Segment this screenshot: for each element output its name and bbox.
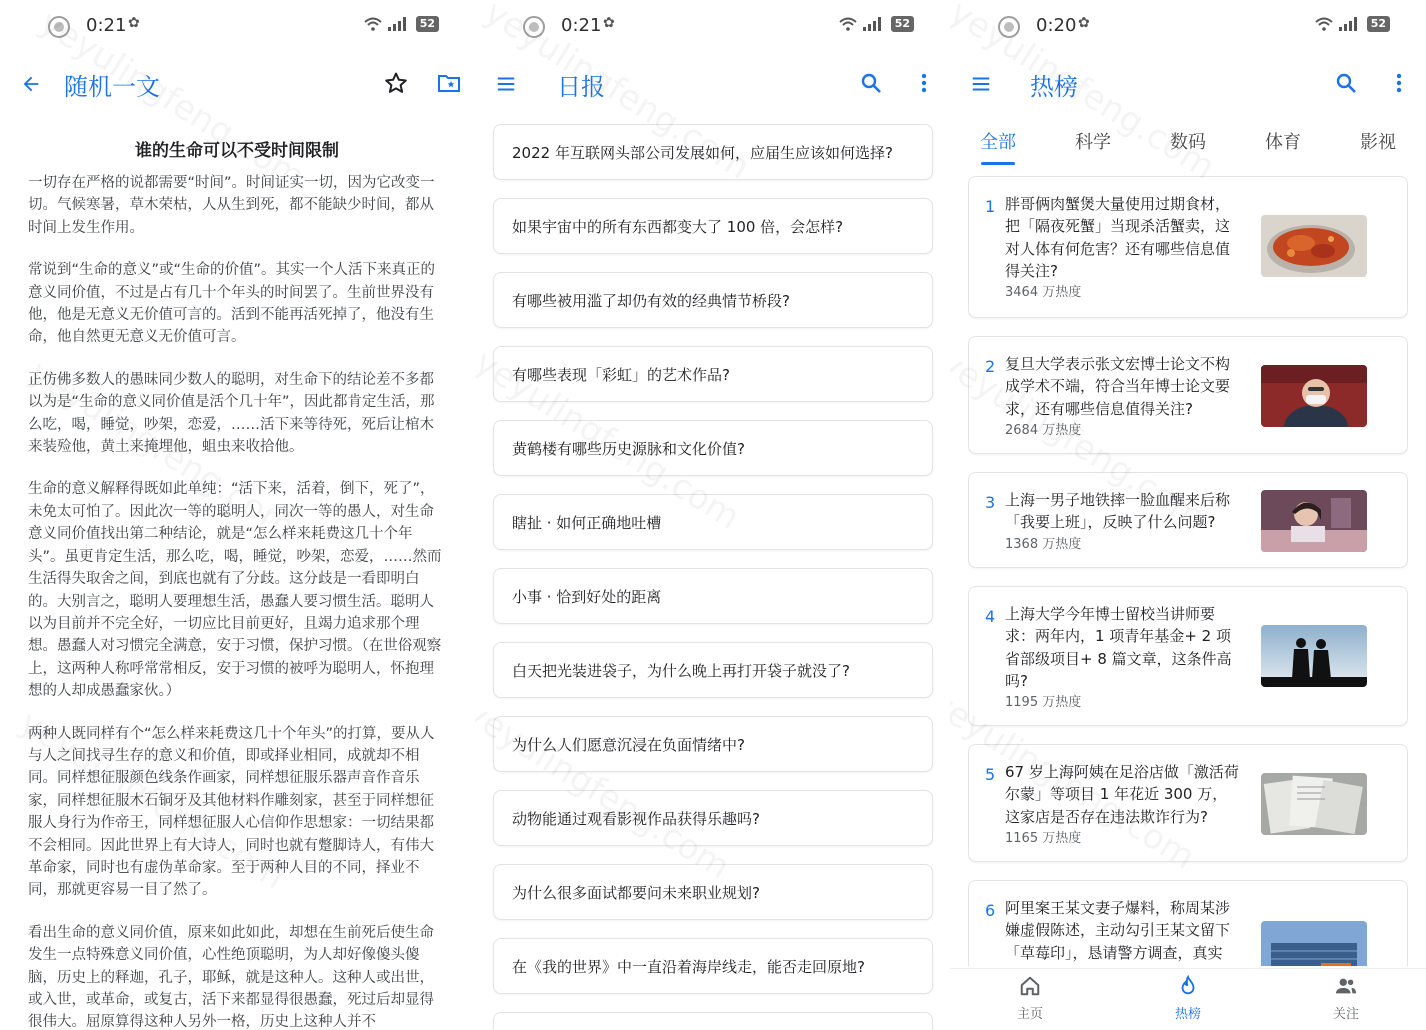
nav-label: 热榜 [1174,1007,1201,1022]
nav-home[interactable] [990,975,1070,1022]
article-paragraph: 两种人既同样有个“怎么样来耗费这几十个年头”的打算，要从人与人之间找寻生存的意义和价值，即或择业相同，成就却不相同。同样想征服颜色线条作画家，同样想征服乐器声音作音乐家，同样想征服木石铜牙及其他材料作雕刻家，甚至于同样想征服人身行为作帝王，同样想征服人心信仰作思想家：一切结果都不会相同。因此世界上有大诗人，同时也就有蹩脚诗人，有伟大革命家，同时也有虚伪革命家。至于两种人目的不同，择业不同，那就更容易一目了然了。 [28,725,435,899]
list-item[interactable]: 白天把光装进袋子，为什么晚上再打开袋子就没了? [493,642,933,698]
hot-list-item[interactable] [968,586,1408,726]
tab-science[interactable]: 科学 [1075,132,1111,153]
list-item[interactable]: 有哪些被用滥了却仍有效的经典情节桥段? [493,272,933,328]
search-icon[interactable] [1334,71,1358,95]
rank-number: 2 [985,357,996,376]
app-bar [0,55,475,113]
more-vert-icon[interactable] [1390,71,1408,95]
people-icon [1335,975,1357,997]
rank-number: 6 [985,901,996,920]
home-icon [1019,975,1041,997]
nav-follow[interactable] [1306,975,1386,1022]
hot-item-title: 上海大学今年博士留校当讲师要求：两年内，1 项青年基金+ 2 项省部级项目+ 8 篇文章，这条件高吗? [1005,605,1232,691]
notification-dot-icon [998,16,1020,38]
article-heading: 谁的生命可以不受时间限制 [135,141,339,161]
notification-dot-icon [523,16,545,38]
status-bar [475,0,950,55]
back-arrow-icon[interactable] [20,73,42,95]
hot-item-title: 67 岁上海阿姨在足浴店做「激活荷尔蒙」等项目 1 年花近 300 万，这家店是否存在违法欺诈行为? [1005,763,1239,826]
nav-hot[interactable] [1148,975,1228,1022]
question-list [493,124,933,1030]
wifi-icon [1315,17,1333,31]
list-item[interactable]: 为什么人们愿意沉浸在负面情绪中? [493,716,933,772]
rank-number: 3 [985,493,996,512]
heat-value: 1195 万热度 [1005,695,1082,710]
silhouette-couple-photo [1261,625,1367,687]
status-bar [950,0,1426,55]
signal-icon [863,17,881,31]
article-paragraph: 生命的意义解释得既如此单纯：“活下来，活着，倒下，死了”，未免太可怕了。因此次一等的聪明人，同次一等的愚人，对生命意义同价值找出第二种结论，就是“怎么样来耗费这几十个年头”。虽更肯定生活，那么吃，喝，睡觉，吵架，恋爱，……然而生活得失取舍之间，到底也就有了分歧。这分歧是一看即明白的。大别言之，聪明人要理想生活，愚蠢人要习惯生活。聪明人以为目前并不完全好，一切应比目前更好，且竭力追求那个理想。愚蠢人对习惯完全满意，安于习惯，保护习惯。（在世俗观察上，这两种人称呼常常相反，安于习惯的被呼为聪明人，怀抱理想的人却成愚蠢家伙。） [28,481,442,700]
menu-icon[interactable] [495,73,517,95]
heat-value: 3464 万热度 [1005,285,1082,300]
app-bar [475,55,950,113]
hot-item-title: 复旦大学表示张文宏博士论文不构成学术不端，符合当年博士论文要求，还有哪些信息值得关注? [1005,355,1231,418]
flame-icon [1177,975,1199,997]
heat-value: 1368 万热度 [1005,537,1082,552]
hot-item-title: 胖哥俩肉蟹煲大量使用过期食材，把「隔夜死蟹」当现杀活蟹卖，这对人体有何危害？还有哪些信息值得关注? [1005,195,1231,281]
tab-movies[interactable]: 影视 [1360,132,1396,153]
category-tabs [950,118,1426,168]
hot-list-item[interactable] [968,472,1408,568]
battery-indicator: 52 [416,16,439,32]
hot-list [968,176,1408,966]
status-time: 0:21 [561,15,602,36]
tab-sports[interactable]: 体育 [1265,132,1301,153]
screen-hot-list [950,0,1426,1030]
article-paragraph: 一切存在严格的说都需要“时间”。时间证实一切，因为它改变一切。气候寒暑，草木荣枯，人从生到死，都不能缺少时间，都从时间上发生作用。 [28,175,435,236]
doctor-with-mask-photo [1261,365,1367,427]
hot-item-title: 上海一男子地铁摔一脸血醒来后称「我要上班」，反映了什么问题? [1005,491,1231,532]
clover-icon: ✿ [603,15,615,31]
battery-indicator: 52 [1367,16,1390,32]
list-item[interactable]: 黄鹤楼有哪些历史源脉和文化价值? [493,420,933,476]
article-paragraph: 正仿佛多数人的愚昧同少数人的聪明，对生命下的结论差不多都以为是“生命的意义同价值是活个几十年”，因此都肯定生活，那么吃，喝，睡觉，吵架，恋爱，……活下来等待死，死后让棺木来装殓他，黄土来掩埋他，蛆虫来收拾他。 [28,371,435,456]
list-item[interactable]: 如果宇宙中的所有东西都变大了 100 倍，会怎样? [493,198,933,254]
article-body [28,140,446,1030]
hot-list-item[interactable] [968,176,1408,318]
page-title: 热榜 [1030,73,1078,101]
list-item[interactable]: 有哪些表现「彩虹」的艺术作品? [493,346,933,402]
crab-pot-photo [1261,215,1367,277]
list-item[interactable]: 2022 年互联网头部公司发展如何，应届生应该如何选择? [493,124,933,180]
more-vert-icon[interactable] [915,71,933,95]
list-item[interactable] [493,1012,933,1030]
hot-item-title: 阿里案王某文妻子爆料，称周某涉嫌虚假陈述，主动勾引王某文留下「草莓印」，恳请警方调查，真实 [1005,899,1231,962]
rank-number: 5 [985,765,996,784]
page-title: 随机一文 [64,73,160,101]
building-photo [1261,921,1367,966]
page-title: 日报 [557,73,605,101]
nav-label: 关注 [1332,1007,1359,1022]
clover-icon: ✿ [1078,15,1090,31]
active-tab-indicator [981,162,1015,165]
heat-value: 1165 万热度 [1005,831,1082,846]
article-paragraph: 看出生命的意义同价值，原来如此如此，却想在生前死后使生命发生一点特殊意义同价值，心性绝顶聪明，为人却好像傻头傻脑，历史上的释迦，孔子，耶稣，就是这种人。这种人或出世，或入世，或革命，或复古，活下来都显得很愚蠢，死过后却显得很伟大。屈原算得这种人另外一格，历史上这种人并不 [28,924,434,1030]
rank-number: 4 [985,607,996,626]
hot-list-item[interactable] [968,880,1408,966]
heat-value: 2684 万热度 [1005,423,1082,438]
receipts-photo [1261,773,1367,835]
girl-at-desk-photo [1261,490,1367,552]
notification-dot-icon [48,16,70,38]
signal-icon [388,17,406,31]
clover-icon: ✿ [128,15,140,31]
bottom-navigation [950,968,1426,1030]
folder-star-icon[interactable] [437,71,461,95]
nav-label: 主页 [1016,1007,1043,1022]
battery-indicator: 52 [891,16,914,32]
search-icon[interactable] [859,71,883,95]
hot-list-item[interactable] [968,336,1408,454]
status-time: 0:21 [86,15,127,36]
app-bar [950,55,1426,113]
list-item[interactable]: 瞎扯 · 如何正确地吐槽 [493,494,933,550]
signal-icon [1339,17,1357,31]
list-item[interactable]: 为什么很多面试都要问未来职业规划? [493,864,933,920]
list-item[interactable]: 在《我的世界》中一直沿着海岸线走，能否走回原地? [493,938,933,994]
tab-digital[interactable]: 数码 [1170,132,1206,153]
status-time: 0:20 [1036,15,1077,36]
article-paragraph: 常说到“生命的意义”或“生命的价值”。其实一个人活下来真正的意义同价值，不过是占有几十个年头的时间罢了。生前世界没有他，他是无意义无价值可言的。活到不能再活死掉了，他没有生命，他自然更无意义无价值可言。 [28,262,436,346]
hot-list-item[interactable] [968,744,1408,862]
list-item[interactable]: 动物能通过观看影视作品获得乐趣吗? [493,790,933,846]
rank-number: 1 [985,197,996,216]
status-bar [0,0,475,55]
star-outline-icon[interactable] [384,71,408,95]
list-item[interactable]: 小事 · 恰到好处的距离 [493,568,933,624]
menu-icon[interactable] [970,73,992,95]
screen-random-article [0,0,475,1030]
wifi-icon [364,17,382,31]
tab-all[interactable]: 全部 [980,132,1016,153]
screen-daily [475,0,950,1030]
wifi-icon [839,17,857,31]
